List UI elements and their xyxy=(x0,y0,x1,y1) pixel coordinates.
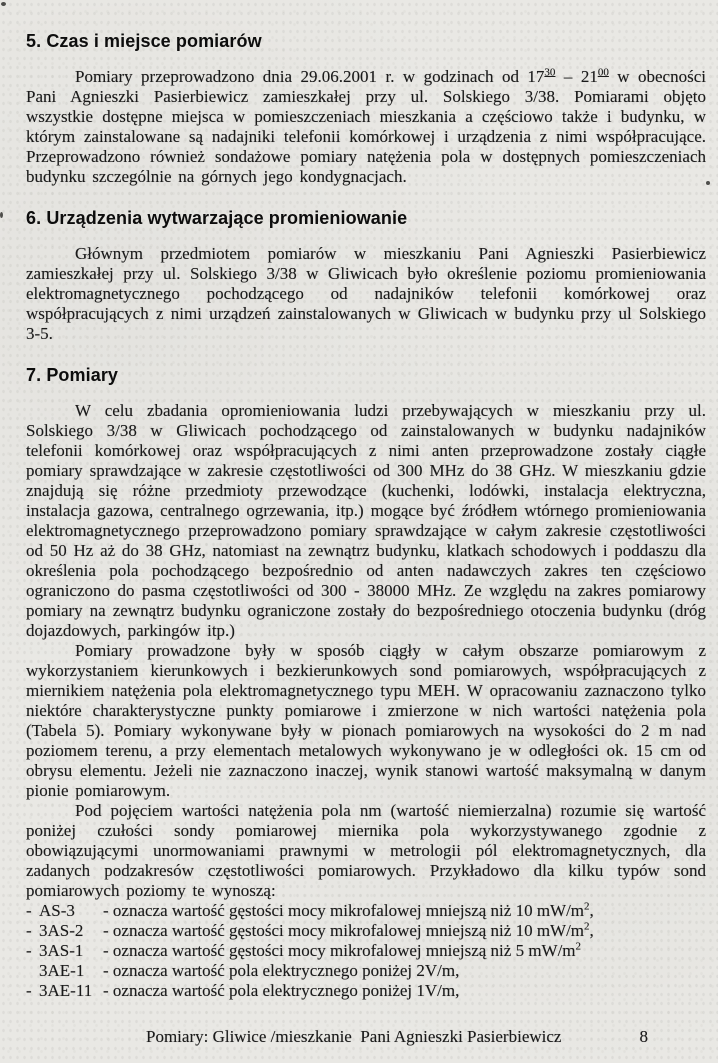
list-item xyxy=(26,901,706,921)
section-measurements xyxy=(26,364,706,1001)
page-footer xyxy=(0,1027,718,1047)
section-5-text-end: w obecności Pani Agnieszki Pasierbiewicz zamieszkałej przy ul. Solskiego 3/38. Pomiarami objęto wszystkie dostępne miejsca w pomieszczeniach mieszkania a częściowo także i budynku, w którym zainstalowane są nadajniki telefonii komórkowej i urządzenia z nimi współpracujące. Przeprowadzono również sondażowe pomiary natężenia pola w dostępnych pomieszczeniach budynku szczególnie na górnych jego kondygnacjach. xyxy=(26,67,706,186)
probe-bullet: - xyxy=(26,941,32,960)
probe-desc-text: - oznacza wartość gęstości mocy mikrofalowej mniejszą niż 10 mW/m xyxy=(103,921,585,940)
section-7-paragraph-1: W celu zbadania opromieniowania ludzi przebywających w mieszkaniu przy ul. Solskiego 3/38 w Gliwicach pochodzącego od zainstalowanych w budynku nadajników telefonii komórkowej oraz współpracujących z nimi anten przeprowadzone zostały ciągłe pomiary sprawdzające w zakresie częstotliwości od 300 MHz do 38 GHz. W mieszkaniu gdzie znajdują się różne przedmioty przewodzące (kuchenki, lodówki, instalacja elektryczna, instalacja gazowa, centralnego ogrzewania, itp.) mogące być źródłem wtórnego promieniowania elektromagnetycznego przeprowadzono pomiary sprawdzające w całym zakresie częstotliwości od 50 Hz aż do 38 GHz, natomiast na zewnątrz budynku, klatkach schodowych i poddaszu dla określenia pola pochodzącego bezpośrednio od anten nadawczych zakres ten częściowo ograniczono do pasma częstotliwości od 300 - 38000 MHz. Ze względu na zakres pomiarowy pomiary na zewnątrz budynku ograniczone zostały do bezpośredniego otoczenia budynku (dróg dojazdowych, parkingów itp.) xyxy=(26,401,707,640)
probe-desc-text: - oznacza wartość gęstości mocy mikrofalowej mniejszą niż 5 mW/m xyxy=(103,941,576,960)
footer-caption: Pomiary: Gliwice /mieszkanie Pani Agnieszki Pasierbiewicz xyxy=(146,1027,562,1046)
probe-bullet: - xyxy=(26,901,32,920)
list-item xyxy=(26,981,706,1001)
time-superscript-start: 30 xyxy=(544,66,556,79)
probe-bullet: - xyxy=(26,921,32,940)
section-6-heading: 6. Urządzenia wytwarzające promieniowanie xyxy=(26,208,408,228)
probe-description xyxy=(103,921,706,941)
scan-speckle xyxy=(706,181,710,185)
probe-code: 3AS-1 xyxy=(39,941,84,960)
section-7-paragraph-3: Pod pojęciem wartości natężenia pola nm (wartość niemierzalna) rozumie się wartość poniżej czułości sondy pomiarowej miernika pola wykorzystywanego zgodnie z obowiązującymi unormowaniami prawnymi w metrologii pól elektromagnetycznych, dla zadanych podzakresów częstotliwości pomiarowych. Przykładowo dla kilku typów sond pomiarowych poziomy te wynoszą: xyxy=(26,801,706,900)
list-item xyxy=(26,941,706,961)
probe-desc-text: - oznacza wartość pola elektrycznego poniżej 2V/m, xyxy=(103,961,460,980)
probe-desc-text: - oznacza wartość gęstości mocy mikrofalowej mniejszą niż 10 mW/m xyxy=(103,901,585,920)
section-5-text-start: Pomiary przeprowadzono dnia 29.06.2001 r. w godzinach od 17 xyxy=(75,67,545,86)
section-time-and-place xyxy=(26,30,706,187)
list-item xyxy=(26,921,706,941)
section-7-paragraph-2: Pomiary prowadzone były w sposób ciągły w całym obszarze pomiarowym z wykorzystaniem kierunkowych i bezkierunkowych sond pomiarowych, współpracujących z miernikiem natężenia pola elektromagnetycznego typu MEH. W opracowaniu zaznaczono tylko niektóre charakterystyczne punkty pomiarowe i zmierzone w nich wartości natężenia pola (Tabela 5). Pomiary wykonywane były w pionach pomiarowych na wysokości do 2 m nad poziomem terenu, a przy elementach metalowych wykonywano je w odległości ok. 15 cm od obrysu elementu. Jeżeli nie zaznaczono inaczej, wynik stanowi wartość maksymalną w danym pionie pomiarowym. xyxy=(26,641,706,800)
probe-code: 3AE-1 xyxy=(39,961,85,980)
scan-speckle xyxy=(1,2,6,6)
time-superscript-end: 00 xyxy=(597,66,609,79)
section-5-paragraph xyxy=(26,67,706,187)
probe-desc-tail: , xyxy=(589,901,594,920)
probe-description xyxy=(103,981,706,1001)
scan-speckle xyxy=(0,212,3,218)
probe-unit-superscript: 2 xyxy=(584,920,590,933)
page-number: 8 xyxy=(639,1027,648,1046)
section-radiation-devices xyxy=(26,207,706,344)
section-6-paragraph: Głównym przedmiotem pomiarów w mieszkaniu Pani Agnieszki Pasierbiewicz zamieszkałej przy ul. Solskiego 3/38 w Gliwicach było określenie poziomu promieniowania elektromagnetycznego pochodzącego od nadajników telefonii komórkowej oraz współpracujących z nimi urządzeń zainstalowanych w Gliwicach w budynku przy ul Solskiego 3-5. xyxy=(26,244,706,343)
probe-description xyxy=(103,901,706,921)
probe-code: 3AE-11 xyxy=(39,981,93,1000)
list-item xyxy=(26,961,706,981)
probe-desc-text: - oznacza wartość pola elektrycznego poniżej 1V/m, xyxy=(103,981,460,1000)
probe-unit-superscript: 2 xyxy=(575,940,582,953)
probe-bullet: - xyxy=(26,981,32,1000)
probe-description xyxy=(103,941,706,961)
section-7-heading: 7. Pomiary xyxy=(26,365,119,385)
probe-type-list xyxy=(26,901,706,1001)
section-5-heading: 5. Czas i miejsce pomiarów xyxy=(26,31,262,51)
probe-bullet xyxy=(26,961,39,981)
probe-code: 3AS-2 xyxy=(39,921,84,940)
probe-desc-tail: , xyxy=(589,921,594,940)
section-5-text-mid: – 21 xyxy=(555,67,598,86)
probe-code: AS-3 xyxy=(39,901,75,920)
probe-unit-superscript: 2 xyxy=(584,900,590,913)
probe-description xyxy=(103,961,706,981)
